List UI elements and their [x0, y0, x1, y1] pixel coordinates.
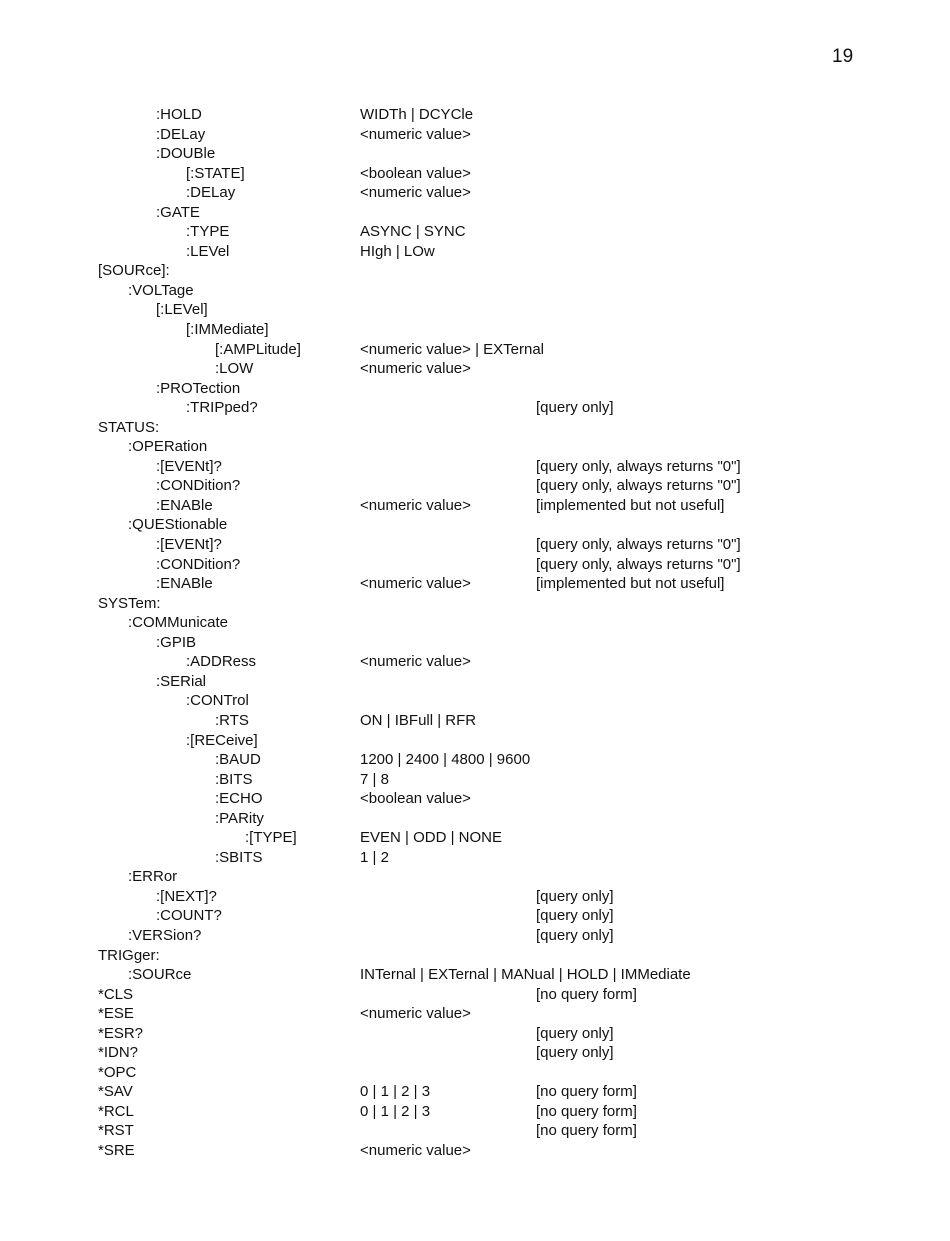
- command-name: [:IMMediate]: [186, 321, 269, 339]
- command-name: :COMMunicate: [128, 614, 229, 632]
- command-note: [no query form]: [536, 1102, 637, 1120]
- command-name: TRIGger:: [98, 946, 160, 964]
- command-row: [0, 183, 950, 203]
- command-row: [0, 300, 950, 320]
- command-name: [SOURce]:: [98, 262, 170, 280]
- command-name: :VOLTage: [128, 281, 194, 299]
- command-name: :HOLD: [156, 106, 202, 123]
- command-note: [implemented but not useful]: [536, 575, 725, 593]
- command-parameters: INTernal | EXTernal | MANual | HOLD | IMMediate: [360, 966, 691, 984]
- command-row: [0, 379, 950, 399]
- command-name: :GATE: [156, 203, 200, 221]
- command-note: [query only, always returns "0"]: [536, 536, 741, 554]
- command-row: [0, 594, 950, 614]
- command-name: *ESR?: [98, 1024, 144, 1042]
- command-row: [0, 867, 950, 887]
- command-row: [0, 144, 950, 164]
- command-note: [no query form]: [536, 1083, 637, 1101]
- command-row: [0, 985, 950, 1005]
- command-row: [0, 770, 950, 790]
- command-row: [0, 574, 950, 594]
- command-name: [:LEVel]: [156, 301, 208, 319]
- command-row: [0, 633, 950, 653]
- command-row: [0, 789, 950, 809]
- command-row: [0, 555, 950, 575]
- command-row: [0, 242, 950, 262]
- command-name: :GPIB: [156, 633, 197, 651]
- command-parameters: 0 | 1 | 2 | 3: [360, 1102, 431, 1120]
- command-row: [0, 1121, 950, 1141]
- command-note: [query only, always returns "0"]: [536, 457, 741, 475]
- command-row: [0, 691, 950, 711]
- command-parameters: 7 | 8: [360, 770, 389, 788]
- command-name: :CONDition?: [156, 477, 241, 495]
- command-parameters: <numeric value>: [360, 653, 471, 671]
- command-parameters: <numeric value>: [360, 496, 471, 514]
- page-number: 19: [832, 46, 854, 67]
- command-note: [query only]: [536, 926, 614, 944]
- command-name: :ENABle: [156, 496, 213, 514]
- command-row: [0, 887, 950, 907]
- command-note: [query only]: [536, 907, 614, 925]
- command-row: [0, 535, 950, 555]
- command-name: :RTS: [215, 711, 249, 729]
- command-row: [0, 1063, 950, 1083]
- command-row: [0, 222, 950, 242]
- command-name: STATUS:: [98, 418, 160, 436]
- command-name: :ECHO: [215, 790, 263, 808]
- command-name: :SBITS: [215, 848, 263, 866]
- command-parameters: <numeric value> | EXTernal: [360, 340, 544, 358]
- command-row: [0, 1004, 950, 1024]
- command-row: [0, 437, 950, 457]
- command-name: :VERSion?: [128, 926, 202, 944]
- command-parameters: 1200 | 2400 | 4800 | 9600: [360, 751, 531, 769]
- command-parameters: <numeric value>: [360, 1005, 471, 1023]
- command-name: *IDN?: [98, 1044, 139, 1062]
- command-name: :SOURce: [128, 966, 192, 984]
- command-parameters: <numeric value>: [360, 575, 471, 593]
- command-name: *SAV: [98, 1083, 133, 1101]
- command-name: :COUNT?: [156, 907, 222, 925]
- command-row: [0, 809, 950, 829]
- command-parameters: 0 | 1 | 2 | 3: [360, 1083, 431, 1101]
- command-name: [:AMPLitude]: [215, 340, 301, 358]
- command-name: :DOUBle: [156, 145, 216, 163]
- command-note: [query only, always returns "0"]: [536, 477, 741, 495]
- command-row: [0, 340, 950, 360]
- command-name: :CONDition?: [156, 555, 241, 573]
- command-name: :TRIPped?: [186, 399, 258, 417]
- command-row: [0, 105, 950, 125]
- command-name: :BAUD: [215, 751, 261, 769]
- command-name: [:STATE]: [186, 164, 245, 182]
- command-name: *RST: [98, 1122, 134, 1140]
- command-row: [0, 418, 950, 438]
- command-row: [0, 711, 950, 731]
- command-name: :[EVENt]?: [156, 536, 222, 554]
- command-name: *CLS: [98, 985, 134, 1003]
- command-name: :[TYPE]: [245, 829, 297, 847]
- command-name: :TYPE: [186, 223, 230, 241]
- command-row: [0, 946, 950, 966]
- command-parameters: EVEN | ODD | NONE: [360, 829, 502, 847]
- command-parameters: <numeric value>: [360, 1141, 471, 1159]
- command-note: [no query form]: [536, 985, 637, 1003]
- command-note: [query only]: [536, 887, 614, 905]
- command-name: :PROTection: [156, 379, 241, 397]
- command-name: *ESE: [98, 1005, 134, 1023]
- command-row: [0, 965, 950, 985]
- command-row: [0, 261, 950, 281]
- command-name: :CONTrol: [186, 692, 249, 710]
- command-note: [query only]: [536, 1044, 614, 1062]
- command-row: [0, 1082, 950, 1102]
- command-parameters: <numeric value>: [360, 125, 471, 143]
- command-note: [no query form]: [536, 1122, 637, 1140]
- command-name: :SERial: [156, 672, 207, 690]
- command-name: :[EVENt]?: [156, 457, 222, 475]
- command-name: :ERRor: [128, 868, 178, 886]
- command-row: [0, 672, 950, 692]
- command-row: [0, 476, 950, 496]
- command-row: [0, 750, 950, 770]
- command-parameters: <numeric value>: [360, 360, 471, 378]
- command-name: :ADDRess: [186, 653, 257, 671]
- command-note: [query only, always returns "0"]: [536, 555, 741, 573]
- command-parameters: HIgh | LOw: [360, 242, 435, 260]
- command-row: [0, 828, 950, 848]
- command-name: :PARity: [215, 809, 264, 827]
- command-name: :[RECeive]: [186, 731, 258, 749]
- command-row: [0, 1141, 950, 1161]
- command-parameters: ASYNC | SYNC: [360, 223, 466, 241]
- command-name: :DELay: [156, 125, 206, 143]
- command-parameters: 1 | 2: [360, 848, 389, 866]
- command-row: [0, 457, 950, 477]
- command-name: :QUEStionable: [128, 516, 228, 534]
- command-name: :LOW: [215, 360, 254, 378]
- command-name: :DELay: [186, 184, 236, 202]
- command-row: [0, 320, 950, 340]
- command-name: *OPC: [98, 1063, 137, 1081]
- command-name: *RCL: [98, 1102, 134, 1120]
- command-name: :OPERation: [128, 438, 208, 456]
- command-row: [0, 281, 950, 301]
- command-name: :ENABle: [156, 575, 213, 593]
- command-row: [0, 515, 950, 535]
- command-name: *SRE: [98, 1141, 135, 1159]
- command-parameters: <boolean value>: [360, 164, 471, 182]
- command-note: [implemented but not useful]: [536, 496, 725, 514]
- command-name: SYSTem:: [98, 594, 161, 612]
- command-row: [0, 848, 950, 868]
- command-row: [0, 652, 950, 672]
- command-parameters: ON | IBFull | RFR: [360, 711, 477, 729]
- command-row: [0, 613, 950, 633]
- command-row: [0, 731, 950, 751]
- command-row: [0, 359, 950, 379]
- command-parameters: <numeric value>: [360, 184, 471, 202]
- command-row: [0, 125, 950, 145]
- command-row: [0, 906, 950, 926]
- command-row: [0, 926, 950, 946]
- command-name: :[NEXT]?: [156, 887, 217, 905]
- command-parameters: WIDTh | DCYCle: [360, 106, 474, 123]
- command-note: [query only]: [536, 1024, 614, 1042]
- command-row: [0, 1024, 950, 1044]
- command-row: [0, 1043, 950, 1063]
- command-row: [0, 203, 950, 223]
- command-note: [query only]: [536, 399, 614, 417]
- command-parameters: <boolean value>: [360, 790, 471, 808]
- command-row: [0, 496, 950, 516]
- command-name: :LEVel: [186, 242, 230, 260]
- command-name: :BITS: [215, 770, 253, 788]
- command-row: [0, 398, 950, 418]
- command-row: [0, 164, 950, 184]
- command-row: [0, 1102, 950, 1122]
- command-list: [0, 105, 950, 1161]
